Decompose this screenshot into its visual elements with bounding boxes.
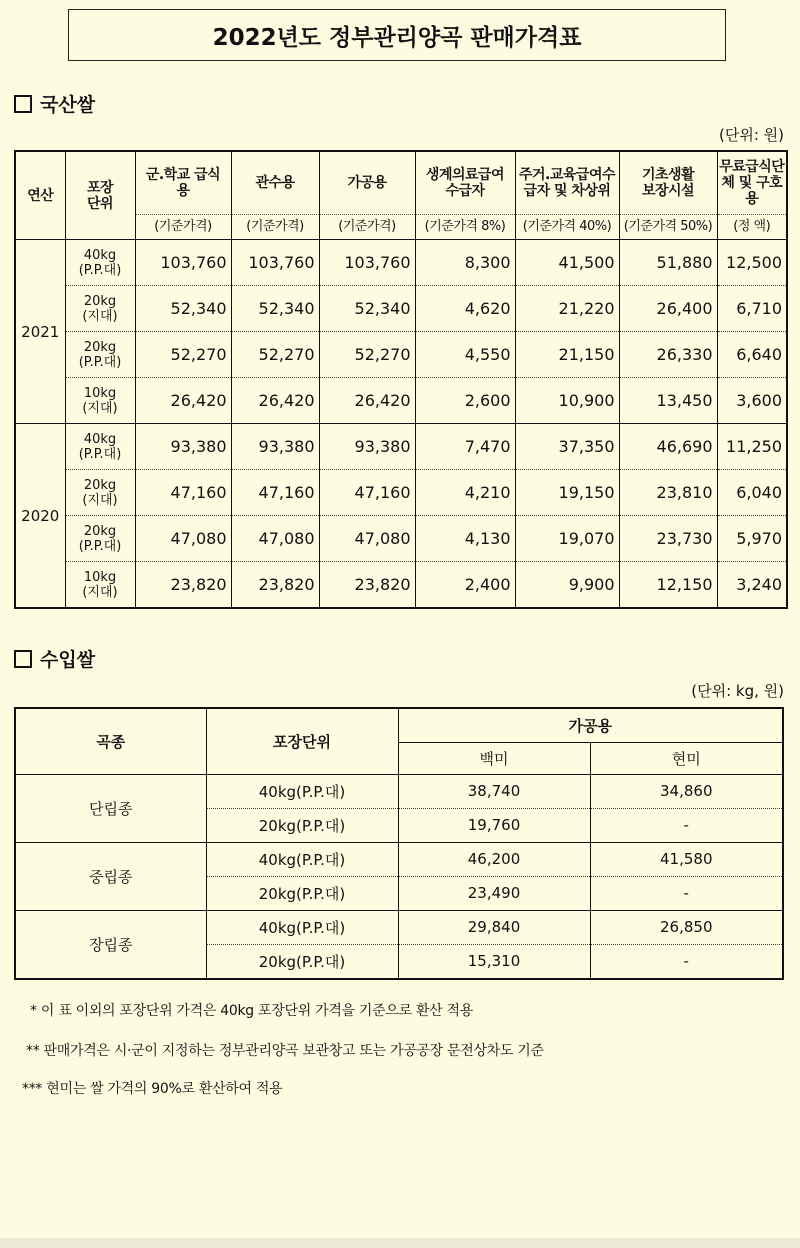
price-cell: 23,820 xyxy=(319,562,415,609)
price-cell: 23,730 xyxy=(619,516,717,562)
bottom-bar xyxy=(0,1238,800,1248)
price-cell: 12,500 xyxy=(717,240,787,286)
table-row xyxy=(15,842,783,876)
brown-price-cell: - xyxy=(590,876,783,910)
grain-cell: 단립종 xyxy=(15,774,206,842)
white-price-cell: 46,200 xyxy=(398,842,590,876)
price-cell: 26,400 xyxy=(619,286,717,332)
pack-cell: 20kg(P.P.대) xyxy=(206,944,398,979)
price-cell: 23,810 xyxy=(619,470,717,516)
price-cell: 8,300 xyxy=(415,240,515,286)
price-cell: 26,330 xyxy=(619,332,717,378)
price-cell: 47,160 xyxy=(319,470,415,516)
header-pack: 포장단위 xyxy=(206,708,398,774)
price-cell: 19,150 xyxy=(515,470,619,516)
pack-cell: 10kg (지대) xyxy=(65,378,135,424)
header-white: 백미 xyxy=(398,742,590,774)
price-cell: 2,400 xyxy=(415,562,515,609)
brown-price-cell: 34,860 xyxy=(590,774,783,808)
brown-price-cell: 41,580 xyxy=(590,842,783,876)
table-row xyxy=(15,910,783,944)
price-cell: 47,080 xyxy=(231,516,319,562)
pack-cell: 10kg (지대) xyxy=(65,562,135,609)
imported-heading xyxy=(14,645,95,672)
domestic-price-table xyxy=(14,150,788,609)
price-cell: 4,210 xyxy=(415,470,515,516)
price-cell: 93,380 xyxy=(319,424,415,470)
pack-cell: 40kg(P.P.대) xyxy=(206,774,398,808)
price-cell: 6,640 xyxy=(717,332,787,378)
header-cell: 포장 단위 xyxy=(65,151,135,240)
header-cell: 군.학교 급식 용 xyxy=(135,151,231,215)
grain-cell: 중립종 xyxy=(15,842,206,910)
price-cell: 6,040 xyxy=(717,470,787,516)
price-cell: 37,350 xyxy=(515,424,619,470)
price-cell: 52,270 xyxy=(135,332,231,378)
note-2: ** 판매가격은 시·군이 지정하는 정부관리양곡 보관창고 또는 가공공장 문전상차도 기준 xyxy=(26,1043,544,1059)
pack-cell: 40kg(P.P.대) xyxy=(206,842,398,876)
price-cell: 9,900 xyxy=(515,562,619,609)
imported-unit: (단위: kg, 원) xyxy=(691,682,784,700)
header-sub-cell: (기준가격) xyxy=(231,215,319,240)
pack-cell: 20kg (지대) xyxy=(65,470,135,516)
header-cell: 기초생활 보장시설 xyxy=(619,151,717,215)
brown-price-cell: - xyxy=(590,808,783,842)
pack-cell: 20kg(P.P.대) xyxy=(206,808,398,842)
price-cell: 47,080 xyxy=(135,516,231,562)
pack-cell: 40kg(P.P.대) xyxy=(206,910,398,944)
price-cell: 103,760 xyxy=(135,240,231,286)
year-cell: 2020 xyxy=(15,424,65,609)
price-cell: 41,500 xyxy=(515,240,619,286)
table-row xyxy=(15,424,787,470)
price-cell: 11,250 xyxy=(717,424,787,470)
price-cell: 26,420 xyxy=(135,378,231,424)
header-cell: 생계의료급여 수급자 xyxy=(415,151,515,215)
pack-cell: 20kg(P.P.대) xyxy=(206,876,398,910)
price-cell: 47,080 xyxy=(319,516,415,562)
table-row xyxy=(15,286,787,332)
page-title: 2022년도 정부관리양곡 판매가격표 xyxy=(68,9,726,61)
price-cell: 5,970 xyxy=(717,516,787,562)
price-cell: 10,900 xyxy=(515,378,619,424)
price-cell: 21,150 xyxy=(515,332,619,378)
price-cell: 13,450 xyxy=(619,378,717,424)
imported-price-table xyxy=(14,707,784,980)
brown-price-cell: - xyxy=(590,944,783,979)
price-cell: 6,710 xyxy=(717,286,787,332)
header-sub-cell: (기준가격 40%) xyxy=(515,215,619,240)
price-cell: 51,880 xyxy=(619,240,717,286)
price-cell: 26,420 xyxy=(231,378,319,424)
price-cell: 21,220 xyxy=(515,286,619,332)
square-bullet-icon xyxy=(14,650,32,668)
header-row xyxy=(15,151,787,215)
header-process: 가공용 xyxy=(398,708,783,742)
pack-cell: 20kg (지대) xyxy=(65,286,135,332)
table-row xyxy=(15,562,787,609)
price-cell: 103,760 xyxy=(231,240,319,286)
square-bullet-icon xyxy=(14,95,32,113)
price-cell: 4,130 xyxy=(415,516,515,562)
price-cell: 4,620 xyxy=(415,286,515,332)
white-price-cell: 38,740 xyxy=(398,774,590,808)
price-cell: 3,240 xyxy=(717,562,787,609)
table-row xyxy=(15,378,787,424)
price-cell: 23,820 xyxy=(231,562,319,609)
table-row xyxy=(15,470,787,516)
price-cell: 52,340 xyxy=(135,286,231,332)
header-sub-cell: (정 액) xyxy=(717,215,787,240)
white-price-cell: 19,760 xyxy=(398,808,590,842)
header-cell: 무료급식단 체 및 구호용 xyxy=(717,151,787,215)
price-cell: 52,340 xyxy=(231,286,319,332)
grain-cell: 장립종 xyxy=(15,910,206,979)
header-cell: 가공용 xyxy=(319,151,415,215)
year-cell: 2021 xyxy=(21,322,60,341)
table-row xyxy=(15,240,787,286)
header-cell: 관수용 xyxy=(231,151,319,215)
price-cell: 23,820 xyxy=(135,562,231,609)
header-sub-cell: (기준가격 50%) xyxy=(619,215,717,240)
pack-cell: 40kg (P.P.대) xyxy=(65,424,135,470)
header-sub-cell: (기준가격) xyxy=(319,215,415,240)
price-cell: 52,270 xyxy=(231,332,319,378)
price-cell: 19,070 xyxy=(515,516,619,562)
price-cell: 26,420 xyxy=(319,378,415,424)
header-sub-cell: (기준가격 8%) xyxy=(415,215,515,240)
price-cell: 103,760 xyxy=(319,240,415,286)
price-cell: 52,340 xyxy=(319,286,415,332)
price-cell: 46,690 xyxy=(619,424,717,470)
price-cell: 47,160 xyxy=(231,470,319,516)
domestic-heading xyxy=(14,90,95,117)
imported-heading-label: 수입쌀 xyxy=(40,649,96,671)
header-cell: 주거.교육급여수 급자 및 차상위 xyxy=(515,151,619,215)
table-row xyxy=(15,516,787,562)
price-cell: 4,550 xyxy=(415,332,515,378)
domestic-unit: (단위: 원) xyxy=(719,126,784,144)
table-row xyxy=(15,332,787,378)
header-grain: 곡종 xyxy=(96,732,126,751)
price-cell: 12,150 xyxy=(619,562,717,609)
price-cell: 47,160 xyxy=(135,470,231,516)
price-cell: 93,380 xyxy=(135,424,231,470)
pack-cell: 20kg (P.P.대) xyxy=(65,332,135,378)
white-price-cell: 15,310 xyxy=(398,944,590,979)
white-price-cell: 23,490 xyxy=(398,876,590,910)
price-cell: 7,470 xyxy=(415,424,515,470)
brown-price-cell: 26,850 xyxy=(590,910,783,944)
price-cell: 3,600 xyxy=(717,378,787,424)
header-cell: 연산 xyxy=(27,187,54,204)
header-sub-cell: (기준가격) xyxy=(135,215,231,240)
price-cell: 2,600 xyxy=(415,378,515,424)
note-3: *** 현미는 쌀 가격의 90%로 환산하여 적용 xyxy=(22,1081,283,1097)
header-brown: 현미 xyxy=(590,742,783,774)
pack-cell: 40kg (P.P.대) xyxy=(65,240,135,286)
price-cell: 93,380 xyxy=(231,424,319,470)
table-row xyxy=(15,774,783,808)
domestic-heading-label: 국산쌀 xyxy=(40,94,96,116)
note-1: * 이 표 이외의 포장단위 가격은 40kg 포장단위 가격을 기준으로 환산 적용 xyxy=(30,1003,474,1019)
price-cell: 52,270 xyxy=(319,332,415,378)
pack-cell: 20kg (P.P.대) xyxy=(65,516,135,562)
white-price-cell: 29,840 xyxy=(398,910,590,944)
